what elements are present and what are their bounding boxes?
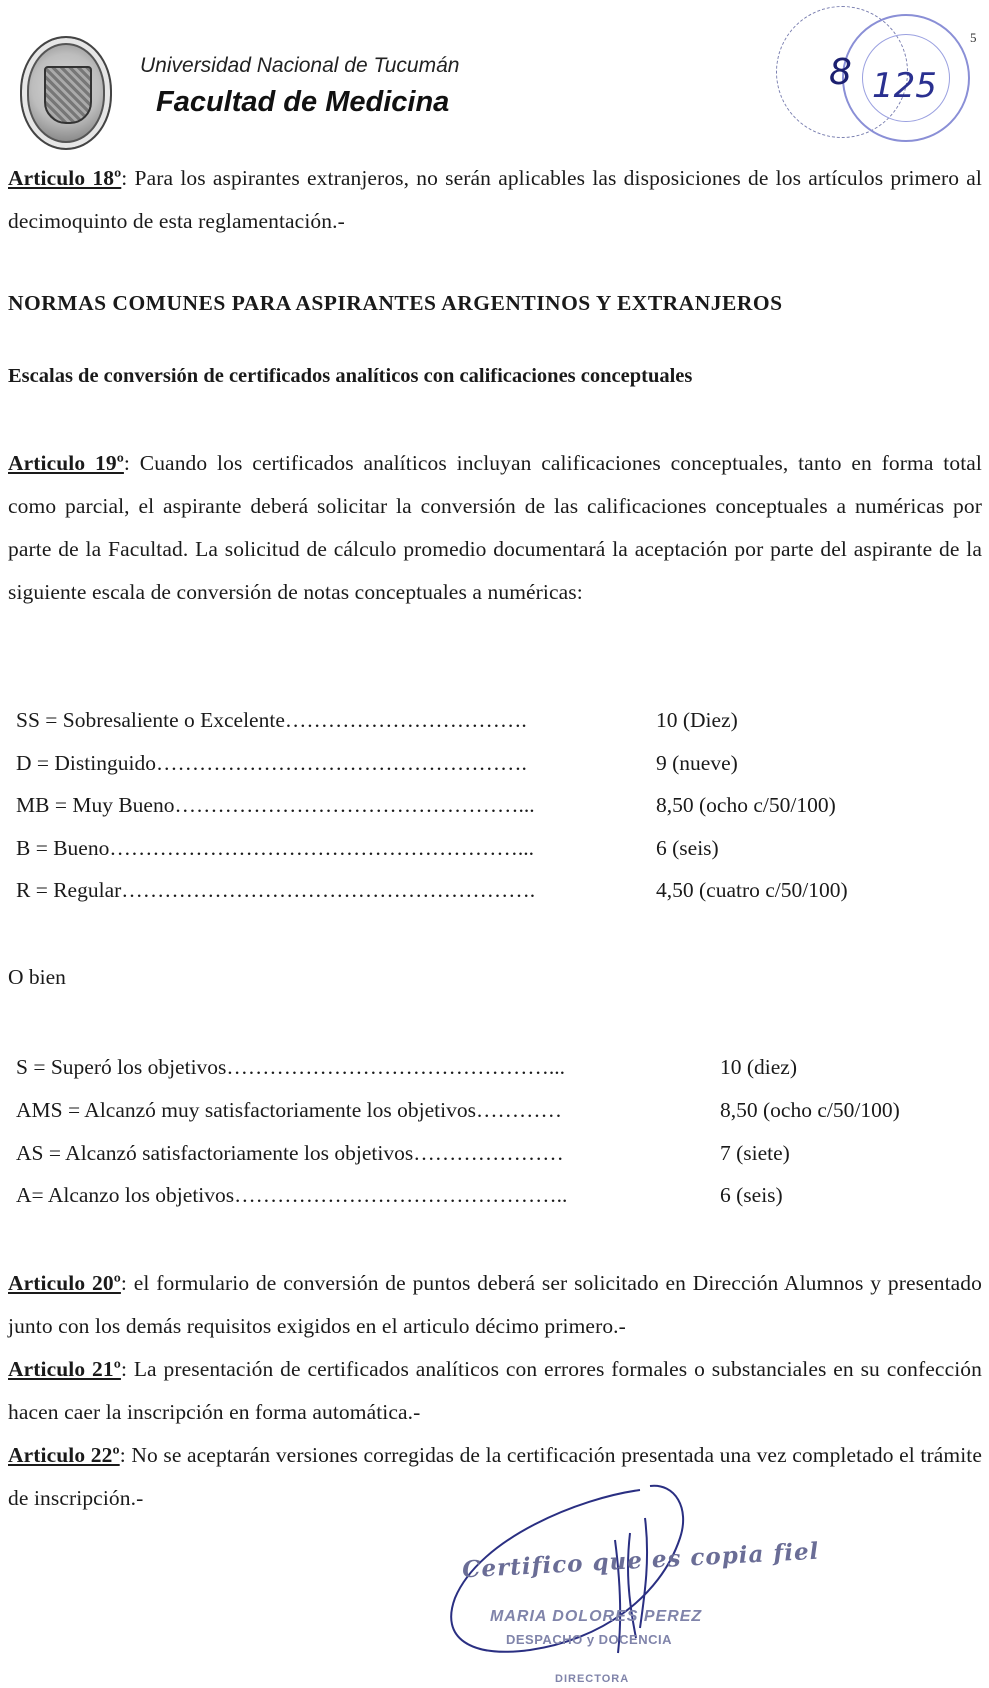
article-19	[8, 442, 982, 614]
scale2-value: 10 (diez)	[720, 1055, 798, 1079]
seal-shield-icon	[44, 66, 92, 124]
article-19-label: Articulo 19º	[8, 451, 124, 475]
scale2-label: A= Alcanzo los objetivos………………………………………..	[16, 1183, 568, 1207]
article-19-text: : Cuando los certificados analíticos incluyan calificaciones conceptuales, tanto en forma total como parcial, el aspirante deberá solicitar la conversión de las calificaciones conceptuales a numéricas por parte de la Facultad. La solicitud de cálculo promedio documentará la aceptación por parte del aspirante de la siguiente escala de conversión de notas conceptuales a numéricas:	[8, 451, 982, 604]
scale2-label: AS = Alcanzó satisfactoriamente los objetivos…………………	[16, 1141, 564, 1165]
article-21	[8, 1348, 982, 1434]
stamp-folio-number: 125	[872, 66, 937, 106]
article-20	[8, 1262, 982, 1348]
certification-stamp-text: Certifico que es copia fiel	[461, 1537, 820, 1584]
scale1-value: 9 (nueve)	[656, 751, 738, 775]
signatory-name: MARIA DOLORES PEREZ	[490, 1608, 703, 1625]
faculty-name: Facultad de Medicina	[156, 86, 450, 118]
article-18	[8, 157, 982, 243]
scale1-label: MB = Muy Bueno…………………………………………...	[16, 793, 535, 817]
scale1-label: B = Bueno…………………………………………………...	[16, 836, 534, 860]
article-21-label: Articulo 21º	[8, 1357, 121, 1381]
university-seal-logo	[20, 36, 112, 150]
scale2-value: 6 (seis)	[720, 1183, 783, 1207]
stamp-handwritten-number: 8	[829, 52, 852, 93]
alternative-label: O bien	[8, 965, 66, 989]
signature-scribble-icon	[440, 1478, 740, 1688]
scale1-label: D = Distinguido…………………………………………….	[16, 751, 527, 775]
scale2-label: AMS = Alcanzó muy satisfactoriamente los objetivos…………	[16, 1098, 562, 1122]
scale1-label: R = Regular………………………………………………….	[16, 878, 536, 902]
scale1-value: 8,50 (ocho c/50/100)	[656, 793, 836, 817]
scale1-value: 6 (seis)	[656, 836, 719, 860]
article-20-text: : el formulario de conversión de puntos deberá ser solicitado en Dirección Alumnos y presentado junto con los demás requisitos exigidos en el articulo décimo primero.-	[8, 1271, 982, 1338]
article-21-text: : La presentación de certificados analíticos con errores formales o substanciales en su confección hacen caer la inscripción en forma automática.-	[8, 1357, 982, 1424]
section-subheading: Escalas de conversión de certificados analíticos con calificaciones conceptuales	[8, 365, 693, 387]
article-22-text: : No se aceptarán versiones corregidas de la certificación presentada una vez completado el trámite de inscripción.-	[8, 1443, 982, 1510]
article-22-label: Articulo 22º	[8, 1443, 120, 1467]
university-name: Universidad Nacional de Tucumán	[140, 54, 460, 77]
signatory-department: DESPACHO y DOCENCIA	[506, 1632, 673, 1647]
page-mark: 5	[970, 30, 977, 45]
scale1-value: 10 (Diez)	[656, 708, 738, 732]
article-18-text: : Para los aspirantes extranjeros, no serán aplicables las disposiciones de los artículos primero al decimoquinto de esta reglamentación.-	[8, 166, 982, 233]
scale1-label: SS = Sobresaliente o Excelente…………………………….	[16, 708, 527, 732]
article-20-label: Articulo 20º	[8, 1271, 121, 1295]
scale2-value: 8,50 (ocho c/50/100)	[720, 1098, 900, 1122]
scale2-label: S = Superó los objetivos………………………………………...	[16, 1055, 566, 1079]
scale1-value: 4,50 (cuatro c/50/100)	[656, 878, 848, 902]
signatory-role: DIRECTORA	[555, 1673, 630, 1685]
article-18-label: Articulo 18º	[8, 166, 122, 190]
scale2-value: 7 (siete)	[720, 1141, 790, 1165]
section-heading: NORMAS COMUNES PARA ASPIRANTES ARGENTINOS Y EXTRANJEROS	[8, 291, 783, 315]
